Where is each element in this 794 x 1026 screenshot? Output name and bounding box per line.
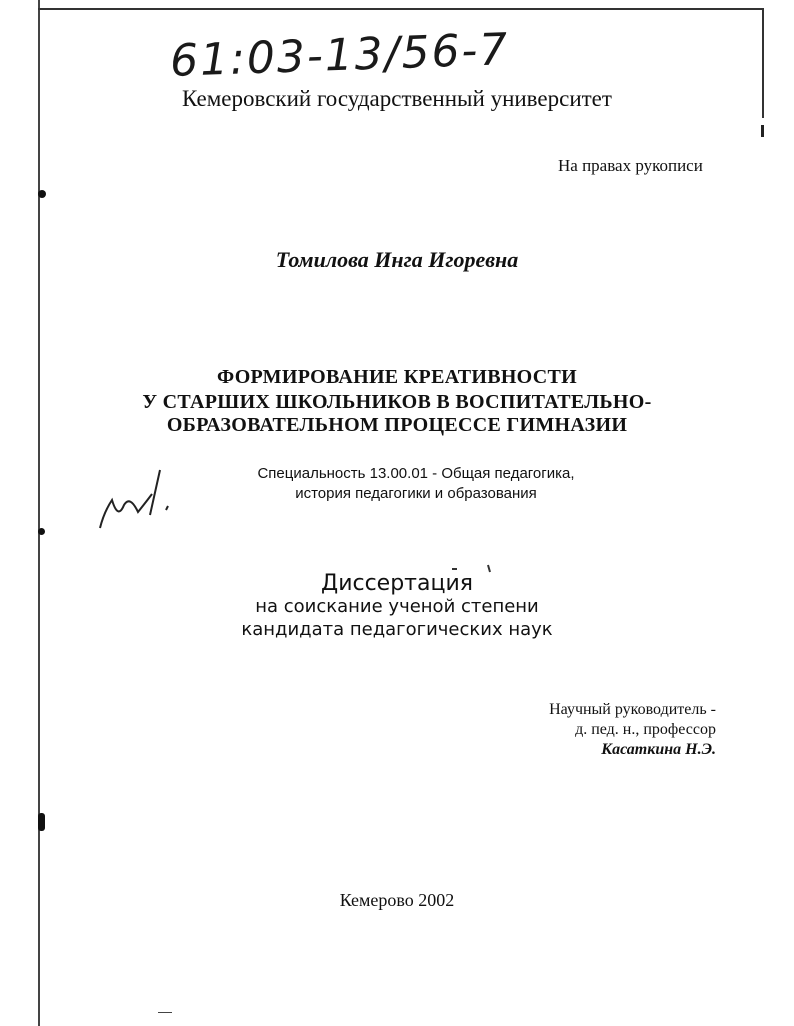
thesis-title-line-2: У СТАРШИХ ШКОЛЬНИКОВ В ВОСПИТАТЕЛЬНО- [142, 391, 652, 413]
university-name: Кемеровский государственный университет [182, 86, 612, 111]
city-year: Кемерово 2002 [339, 890, 455, 910]
author-name: Томилова Инга Игоревна [275, 247, 519, 272]
archive-number: 61:03-13/56-7 [169, 24, 511, 87]
supervisor-label: Научный руководитель - [549, 701, 716, 718]
rights-notice: На правах рукописи [558, 156, 703, 175]
supervisor-name: Касаткина Н.Э. [601, 741, 716, 758]
thesis-title-line-1: ФОРМИРОВАНИЕ КРЕАТИВНОСТИ [216, 366, 578, 388]
dissertation-subtitle-2: кандидата педагогических наук [241, 619, 553, 640]
handwritten-squiggle [100, 470, 168, 528]
specialty-line-2: история педагогики и образования [295, 485, 537, 502]
supervisor-degree: д. пед. н., профессор [575, 721, 716, 738]
specialty-line-1: Специальность 13.00.01 - Общая педагогика, [257, 465, 575, 482]
dissertation-heading: Диссертация [321, 571, 473, 596]
thesis-title-line-3: ОБРАЗОВАТЕЛЬНОМ ПРОЦЕССЕ ГИМНАЗИИ [166, 414, 628, 436]
dissertation-subtitle-1: на соискание ученой степени [255, 596, 539, 617]
